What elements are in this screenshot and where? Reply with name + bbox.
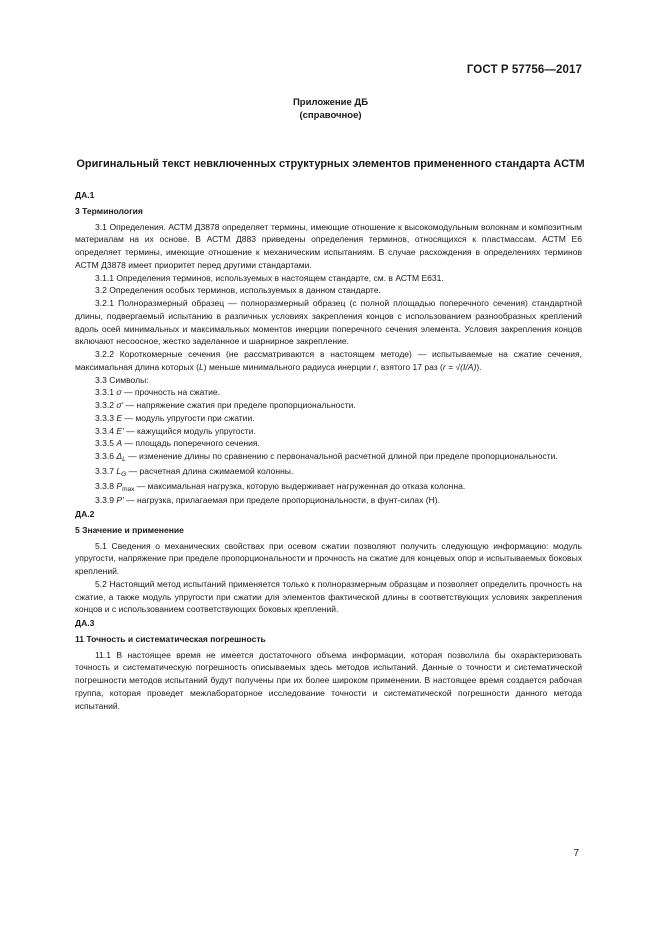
item-number: 3.3.5 — [95, 438, 115, 449]
item-number: 3.3.8 — [95, 480, 115, 491]
symbol: σ' — [116, 400, 124, 410]
section-5-heading: 5 Значение и применение — [75, 524, 184, 535]
paragraph-3-3: 3.3 Символы: — [95, 374, 149, 385]
text-fragment: , взятого 17 раз ( — [376, 361, 443, 372]
symbol-definition: — максимальная нагрузка, которую выдерживает нагруженная до отказа колонна. — [134, 480, 466, 491]
paragraph-11-1: 11.1 В настоящее время не имеется достаточного объема информации, которая позволила бы охарактеризовать точность и систематическую погрешность описываемых здесь методов испытаний. Данные о точности и систематической погрешности методов испытаний будут получены при их более широком применении. В настоящее время создается рабочая группа, которая проведет межлабораторное исследование точности и систематической погрешности данного метода испытаний. — [75, 649, 582, 711]
section-da1: ДА.1 — [75, 190, 95, 200]
item-number: 3.3.6 — [95, 451, 115, 461]
symbol-3-3-3 — [75, 412, 582, 425]
page-number: 7 — [573, 848, 579, 859]
paragraph-5-2: 5.2 Настоящий метод испытаний применяется только к полноразмерным образцам и позволяет определить прочность на сжатие, а также модуль упругости при сжатии для элементов фактической длины в соответствующих условиях закрепления концов и с использованием соответствующих боковых креплений. — [75, 578, 582, 615]
section-3-heading: 3 Терминология — [75, 205, 143, 216]
item-number: 3.3.2 — [95, 400, 115, 410]
symbol: E — [116, 412, 123, 423]
radius-formula: r = √(I/A) — [442, 361, 477, 372]
symbol-definition: — площадь поперечного сечения. — [122, 438, 260, 449]
symbol-subscript: max — [122, 485, 135, 493]
annex-heading: Оригинальный текст невключенных структурных элементов примененного стандарта АСТМ — [76, 158, 585, 170]
symbol: P' — [116, 495, 124, 506]
symbol: Δ — [116, 451, 123, 461]
item-number: 3.3.3 — [95, 412, 115, 423]
symbol-3-3-8 — [75, 480, 582, 495]
symbol: P — [116, 480, 123, 491]
item-number: 3.3.9 — [95, 495, 115, 506]
symbol-3-3-2 — [75, 399, 582, 412]
symbol-3-3-9 — [75, 494, 582, 507]
symbol-3-3-7 — [75, 465, 582, 480]
symbol-subscript: L — [122, 456, 126, 463]
section-11-heading: 11 Точность и систематическая погрешность — [75, 633, 266, 644]
symbol-definition: — прочность на сжатие. — [121, 387, 221, 398]
paragraph-3-2: 3.2 Определения особых терминов, используемых в данном стандарте. — [95, 285, 381, 296]
symbol-definition: — кажущийся модуль упругости. — [123, 425, 256, 436]
annex-label — [0, 96, 661, 122]
symbol: E' — [116, 425, 124, 436]
paragraph-3-1-1: 3.1.1 Определения терминов, используемых в настоящем стандарте, см. в АСТМ Е631. — [95, 272, 444, 283]
item-number: 3.3.4 — [95, 425, 115, 436]
document-body — [75, 188, 582, 712]
annex-title: Приложение ДБ — [292, 97, 369, 108]
section-da2: ДА.2 — [75, 509, 95, 519]
item-number: 3.3.7 — [95, 465, 115, 476]
symbol-definition: — нагрузка, прилагаемая при пределе пропорциональности, в фунт-силах (Н). — [123, 495, 440, 506]
text-fragment: ). — [476, 361, 482, 372]
symbol-definition: — расчетная длина сжимаемой колонны. — [126, 465, 294, 476]
paragraph-3-2-2 — [75, 348, 582, 374]
paragraph-3-1: 3.1 Определения. АСТМ Д3878 определяет термины, имеющие отношение к высокомодульным волокнам и композитным материалам на их основе. В АСТМ Д883 приведены определения терминов, относящихся к пластмассам. АСТМ Е6 определяет термины, имеющие отношение к механическим испытаниям. В случае расхождения в определениях терминов АСТМ Д3878 имеет приоритет перед другими стандартами. — [75, 221, 582, 270]
symbol: σ — [116, 387, 122, 398]
paragraph-5-1: 5.1 Сведения о механических свойствах при осевом сжатии позволяют получить следующую информацию: модуль упругости, напряжение при пределе пропорциональности и прочность на сжатие для концевых опор и испытываемых боковых креплений. — [75, 540, 582, 576]
symbol-3-3-1 — [75, 386, 582, 399]
symbol-3-3-4 — [75, 425, 582, 438]
symbol-definition: — изменение длины по сравнению с первоначальной расчетной длиной при пределе пропорциональности. — [125, 451, 558, 461]
symbol: L — [116, 465, 122, 476]
symbol-definition: — напряжение сжатия при пределе пропорциональности. — [123, 400, 356, 410]
item-number: 3.3.1 — [95, 387, 115, 398]
symbol-r: r — [373, 361, 377, 372]
symbol-subscript: G — [121, 470, 127, 478]
symbol-l: L — [199, 361, 204, 372]
standard-code: ГОСТ Р 57756—2017 — [466, 64, 582, 76]
symbol-3-3-5 — [75, 437, 582, 450]
text-fragment: 3.2.2 Короткомерные сечения (не рассматриваются в настоящем методе) — испытываемые на сжатие сечения, максимальная длина которых ( — [75, 349, 582, 372]
symbol-3-3-6 — [75, 450, 582, 465]
paragraph-3-2-1: 3.2.1 Полноразмерный образец — полноразмерный образец (с полной площадью поперечного сечения) стандартной длины, подвергаемый испытанию в различных условиях закрепления концов с использованием разнообразных креплений вдоль осей минимальных и максимальных моментов инерции поперечного сечения элемента. Условия закрепления концов включают несоосное, жестко заделанное и шарнирное закрепление. — [75, 298, 582, 347]
section-da3: ДА.3 — [75, 618, 95, 628]
symbol-definition: — модуль упругости при сжатии. — [122, 412, 255, 423]
symbol: A — [116, 438, 123, 449]
annex-note: (справочное) — [299, 110, 362, 121]
text-fragment: ) меньше минимального радиуса инерции — [203, 361, 374, 372]
